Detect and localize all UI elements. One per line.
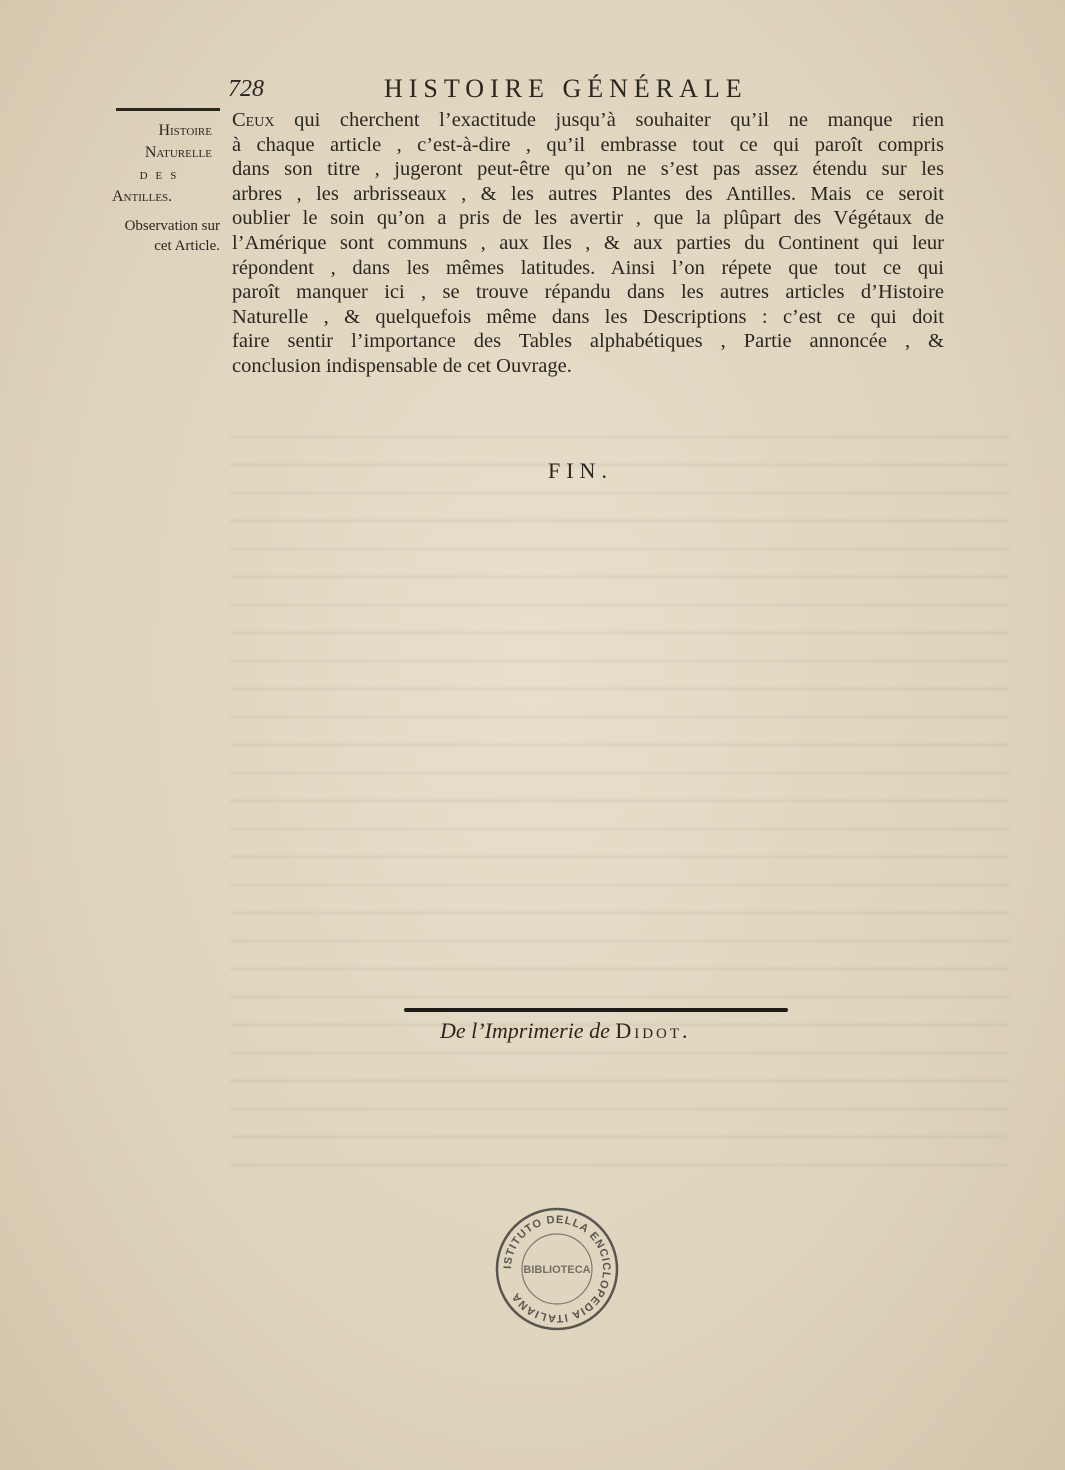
- text-line: Ceux qui cherchent l’exactitude jusqu’à souhaiter qu’il ne manque rien: [232, 109, 944, 131]
- text-line: arbres , les arbrisseaux , & les autres Plantes des Antilles. Mais ce seroit: [232, 182, 944, 205]
- text-line: Naturelle , & quelquefois même dans les Descriptions : c’est ce qui doit: [232, 305, 944, 328]
- stamp-center-text: BIBLIOTECA: [523, 1264, 591, 1276]
- sidenote-title-line: des: [139, 166, 185, 183]
- fin-mark: FIN.: [548, 458, 613, 483]
- first-word: Ceux: [232, 109, 275, 131]
- printer-name: Didot.: [615, 1018, 691, 1043]
- text-line: l’Amérique sont communs , aux Iles , & aux parties du Continent qui leur: [232, 231, 944, 254]
- text-line: répondent , dans les mêmes latitudes. Ainsi l’on répete que tout ce qui: [232, 256, 944, 279]
- text-line: à chaque article , c’est-à-dire , qu’il embrasse tout ce qui paroît compris: [232, 133, 944, 156]
- show-through-text: [230, 420, 1010, 1180]
- sidenote-observation: [110, 216, 220, 256]
- sidenote-obs-line: Observation sur: [124, 218, 220, 234]
- printer-imprint: De l’Imprimerie de Didot.: [440, 1018, 691, 1043]
- running-title: HISTOIRE GÉNÉRALE: [384, 74, 748, 103]
- page-number: 728: [228, 76, 264, 102]
- body-paragraph: [232, 108, 944, 379]
- text-line: faire sentir l’importance des Tables alphabétiques , Partie annoncée , &: [232, 330, 944, 353]
- text-line: oublier le soin qu’on a pris de les avertir , que la plûpart des Végétaux de: [232, 207, 944, 230]
- library-stamp: [492, 1204, 622, 1334]
- sidenote-title-line: Histoire: [158, 122, 212, 139]
- text-line: dans son titre , jugeront peut-être qu’on ne s’est pas assez étendu sur les: [232, 158, 944, 181]
- text-line: conclusion indispensable de cet Ouvrage.: [232, 354, 572, 377]
- imprint-rule: [404, 1008, 788, 1012]
- sidenote-title-line: Naturelle: [144, 144, 212, 161]
- sidenote-obs-line: cet Article.: [154, 238, 220, 254]
- stamp-ring-text: ISTITUTO DELLA ENCICLOPEDIA ITALIANA: [501, 1213, 613, 1325]
- sidenote-section-title: [112, 120, 212, 208]
- margin-rule: [116, 108, 220, 111]
- text-line: paroît manquer ici , se trouve répandu dans les autres articles d’Histoire: [232, 281, 944, 304]
- sidenote-title-line: Antilles.: [112, 188, 173, 205]
